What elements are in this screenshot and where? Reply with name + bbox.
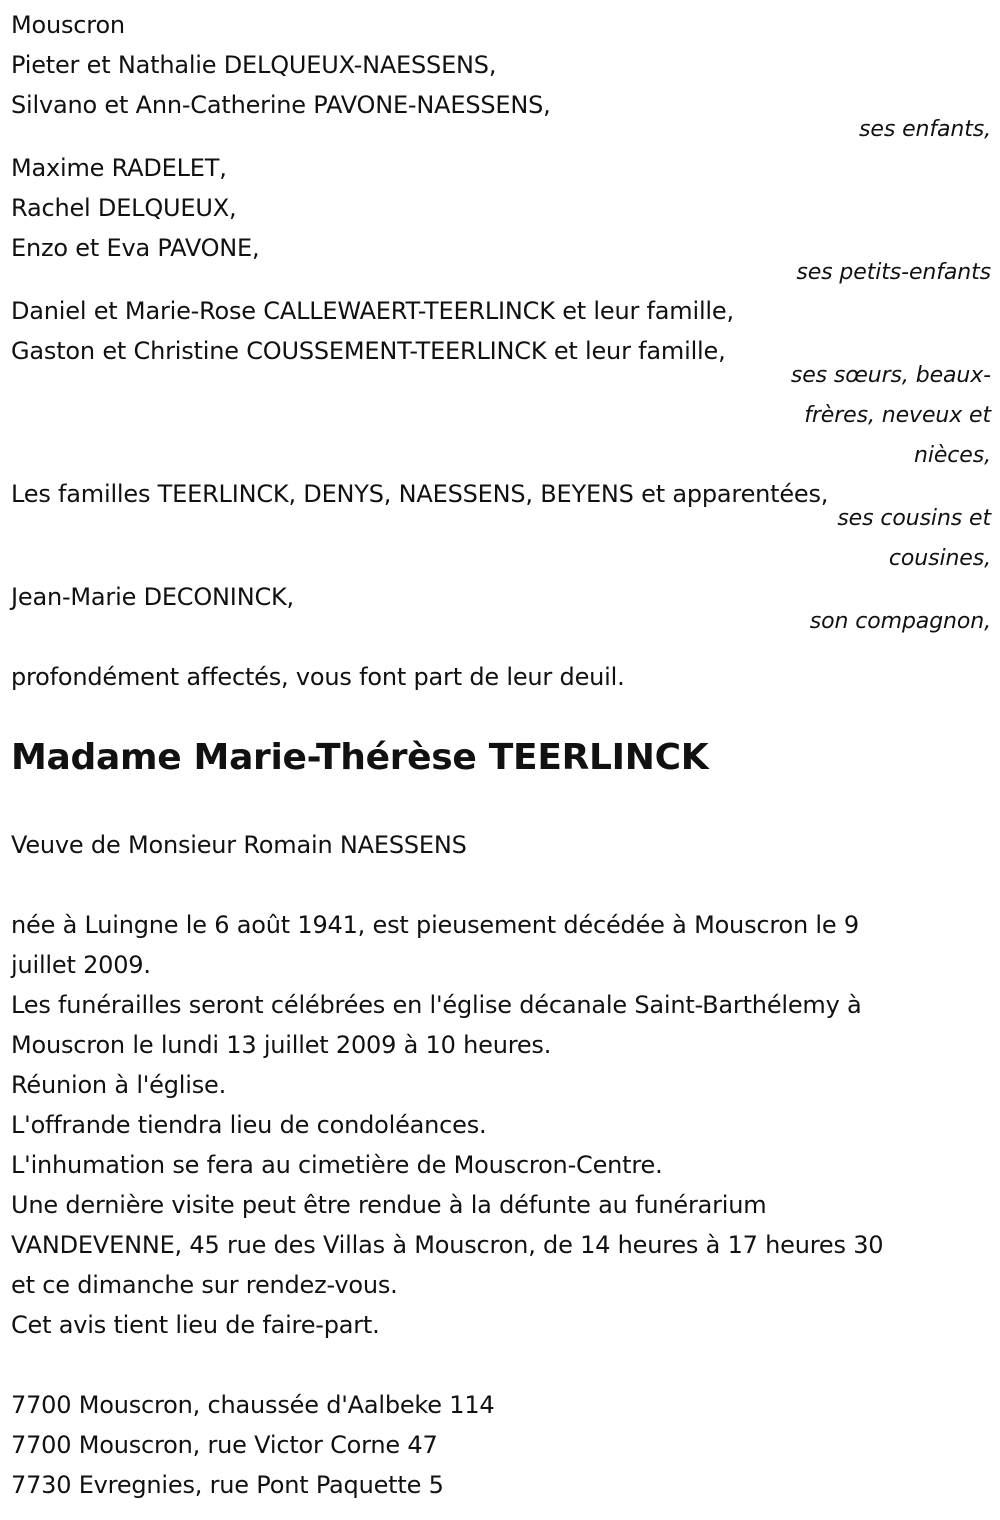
families-relation: ses cousins et [837, 506, 991, 531]
grandchild-line: Rachel DELQUEUX, [11, 194, 237, 222]
body-line: et ce dimanche sur rendez-vous. [11, 1271, 398, 1299]
companion-line: Jean-Marie DECONINCK, [11, 583, 294, 611]
grandchild-line: Enzo et Eva PAVONE, [11, 234, 260, 262]
grandchild-line: Maxime RADELET, [11, 154, 227, 182]
body-line: VANDEVENNE, 45 rue des Villas à Mouscron, de 14 heures à 17 heures 30 [11, 1231, 884, 1259]
child-line: Pieter et Nathalie DELQUEUX-NAESSENS, [11, 51, 497, 79]
families-relation: cousines, [888, 546, 991, 571]
body-line: L'inhumation se fera au cimetière de Mouscron-Centre. [11, 1151, 663, 1179]
body-line: Les funérailles seront célébrées en l'église décanale Saint-Barthélemy à [11, 991, 862, 1019]
address-line: 7700 Mouscron, rue Victor Corne 47 [11, 1431, 438, 1459]
address-line: 7730 Evregnies, rue Pont Paquette 5 [11, 1471, 444, 1499]
deceased-name: Madame Marie-Thérèse TEERLINCK [11, 737, 709, 778]
siblings-relation: nièces, [914, 443, 991, 468]
death-notice [11, 0, 991, 1520]
closing-line: profondément affectés, vous font part de leur deuil. [11, 663, 625, 691]
companion-relation: son compagnon, [809, 609, 991, 634]
sibling-line: Daniel et Marie-Rose CALLEWAERT-TEERLINCK et leur famille, [11, 297, 734, 325]
grandchildren-relation: ses petits-enfants [796, 260, 991, 285]
widow-of: Veuve de Monsieur Romain NAESSENS [11, 831, 467, 859]
location: Mouscron [11, 11, 125, 39]
siblings-relation: ses sœurs, beaux- [790, 363, 991, 388]
siblings-relation: frères, neveux et [804, 403, 991, 428]
body-line: Cet avis tient lieu de faire-part. [11, 1311, 380, 1339]
address-line: 7700 Mouscron, chaussée d'Aalbeke 114 [11, 1391, 495, 1419]
body-line: Une dernière visite peut être rendue à la défunte au funérarium [11, 1191, 767, 1219]
body-line: Mouscron le lundi 13 juillet 2009 à 10 heures. [11, 1031, 552, 1059]
sibling-line: Gaston et Christine COUSSEMENT-TEERLINCK et leur famille, [11, 337, 726, 365]
body-line: Réunion à l'église. [11, 1071, 227, 1099]
body-line: juillet 2009. [11, 951, 151, 979]
families-line: Les familles TEERLINCK, DENYS, NAESSENS, BEYENS et apparentées, [11, 480, 829, 508]
child-line: Silvano et Ann-Catherine PAVONE-NAESSENS, [11, 91, 551, 119]
children-relation: ses enfants, [859, 117, 991, 142]
body-line: née à Luingne le 6 août 1941, est pieusement décédée à Mouscron le 9 [11, 911, 859, 939]
body-line: L'offrande tiendra lieu de condoléances. [11, 1111, 487, 1139]
